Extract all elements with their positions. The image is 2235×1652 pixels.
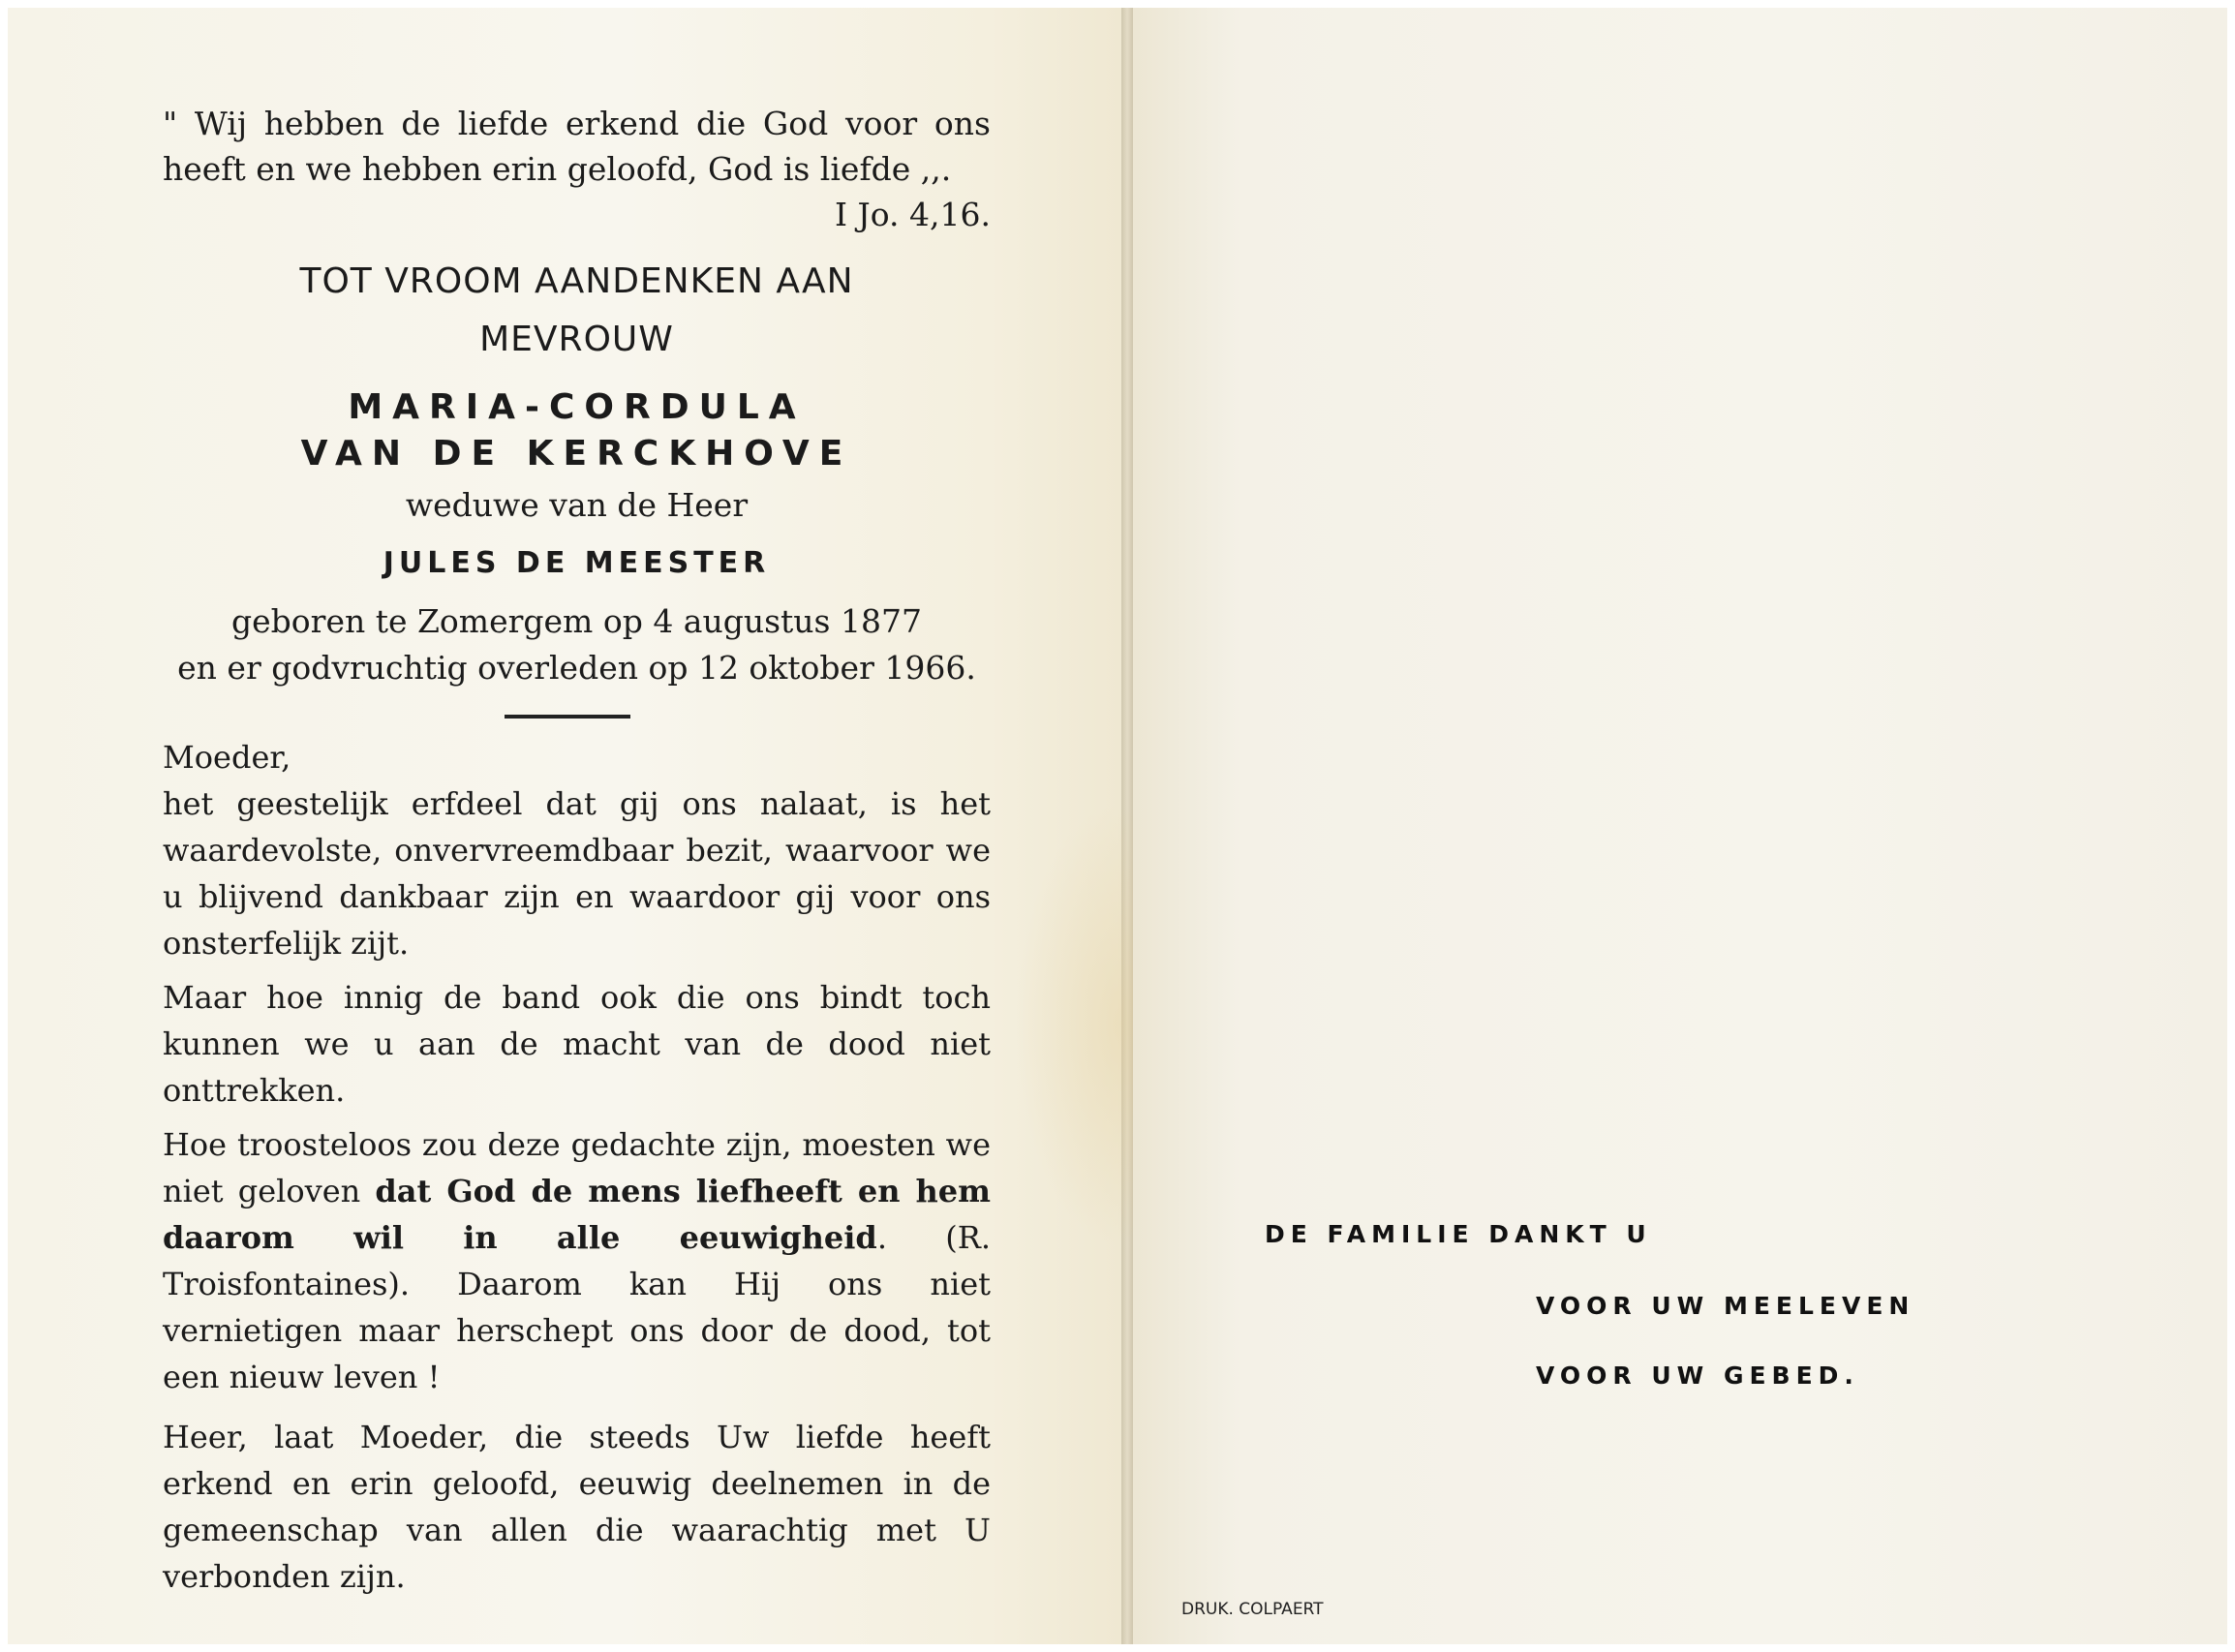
deceased-last-name: VAN DE KERCKHOVE bbox=[300, 434, 853, 474]
verse-line-2: heeft en we hebben erin geloofd, God is liefde ,,. bbox=[163, 150, 952, 188]
memorial-card bbox=[8, 8, 2227, 1644]
thanks-sympathy: VOOR UW MEELEVEN bbox=[1536, 1292, 1915, 1320]
greeting: Moeder, bbox=[163, 739, 291, 776]
heading-mevrouw: MEVROUW bbox=[479, 320, 674, 359]
paragraph-4: Heer, laat Moeder, die steeds Uw liefde heeft erkend en erin geloofd, eeuwig deelnemen in de gemeenschap van allen die waarachtig met U verbonden zijn. bbox=[163, 1419, 991, 1595]
paragraph-2: Maar hoe innig de band ook die ons bindt toch kunnen we u aan de macht van de dood niet onttrekken. bbox=[163, 979, 991, 1109]
paragraph-3 bbox=[163, 1121, 991, 1400]
widow-of: weduwe van de Heer bbox=[405, 486, 749, 524]
card-fold bbox=[1121, 8, 1133, 1644]
divider-rule bbox=[505, 715, 630, 719]
left-page bbox=[8, 8, 1123, 1644]
paragraph-3-end: . (R. Troisfontaines). Daarom kan Hij ons niet vernietigen maar herschept ons door de dood, tot een nieuw leven ! bbox=[163, 1219, 992, 1395]
tribute-text bbox=[163, 734, 991, 1600]
birth-line: geboren te Zomergem op 4 augustus 1877 bbox=[231, 602, 922, 640]
verse-line-1: " Wij hebben de liefde erkend die God voor ons bbox=[163, 105, 991, 142]
paragraph-3-start: Hoe troosteloos zou deze gedachte zijn, moesten we niet geloven bbox=[163, 1126, 991, 1209]
right-page bbox=[1133, 8, 2227, 1644]
deceased-first-name: MARIA-CORDULA bbox=[348, 387, 806, 427]
thanks-prayer: VOOR UW GEBED. bbox=[1536, 1361, 1859, 1390]
thanks-family: DE FAMILIE DANKT U bbox=[1265, 1220, 1652, 1248]
printer-credit: DRUK. COLPAERT bbox=[1181, 1600, 1324, 1619]
death-line: en er godvruchtig overleden op 12 oktober 1966. bbox=[177, 649, 976, 687]
heading-in-memory: TOT VROOM AANDENKEN AAN bbox=[299, 261, 854, 301]
husband-name: JULES DE MEESTER bbox=[383, 546, 771, 580]
bible-verse bbox=[163, 101, 991, 237]
paragraph-1: het geestelijk erfdeel dat gij ons nalaat, is het waardevolste, onvervreemdbaar bezit, waarvoor we u blijvend dankbaar zijn en waardoor gij voor ons onsterfelijk zijt. bbox=[163, 785, 991, 962]
verse-reference: I Jo. 4,16. bbox=[835, 196, 991, 233]
paragraph-3-emphasis: dat God de mens liefheeft en hem daarom wil in alle eeuwigheid bbox=[163, 1173, 991, 1256]
